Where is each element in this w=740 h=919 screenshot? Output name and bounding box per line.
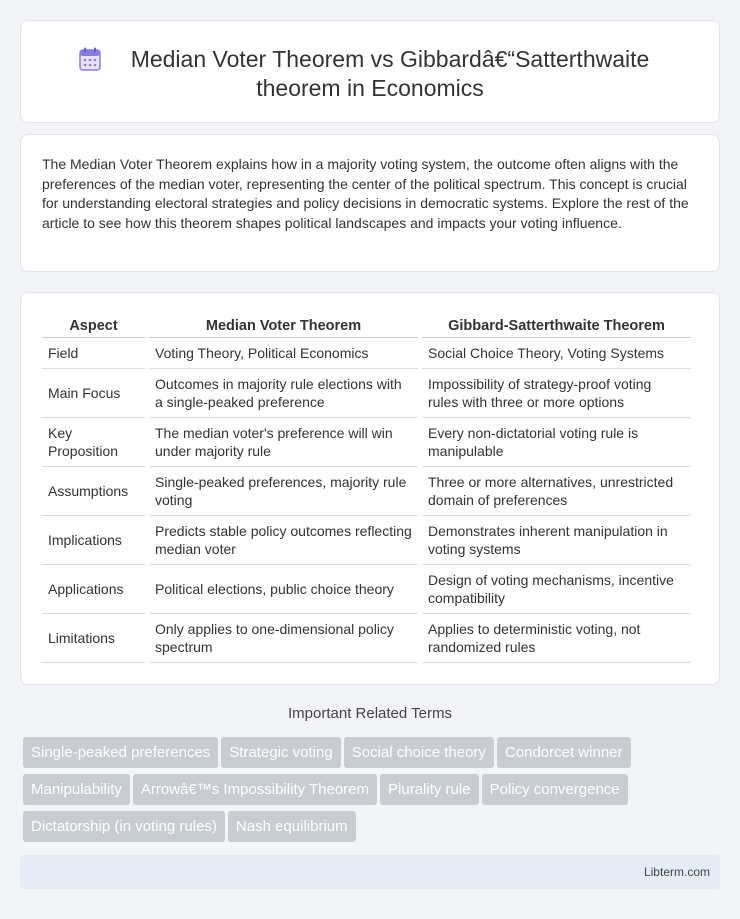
table-row [42,565,691,614]
intro-text: The Median Voter Theorem explains how in a majority voting system, the outcome often aligns with the preferences of the median voter, representing the center of the political spectrum. This concept is crucial for understanding electoral strategies and policy decisions in democratic systems. Explore the rest of the article to see how this theorem shapes political landscapes and impacts your voting influence. [42,156,689,231]
intro-card [20,134,720,272]
title-card [20,20,720,123]
comparison-table-card [20,292,720,685]
page-title-line1: Median Voter Theorem vs Gibbardâ€“Satterthwaite [130,46,650,72]
header-aspect: Aspect [42,316,145,338]
related-term-tag[interactable]: Social choice theory [344,737,494,768]
row-gibbard: Applies to deterministic voting, not randomized rules [422,614,691,663]
related-term-tag[interactable]: Nash equilibrium [228,811,356,842]
footer [20,855,720,889]
row-median-voter: Political elections, public choice theory [149,565,418,614]
related-term-tag[interactable]: Single-peaked preferences [23,737,218,768]
related-terms-title: Important Related Terms [288,705,452,722]
row-median-voter: Outcomes in majority rule elections with a single-peaked preference [149,369,418,418]
related-term-tag[interactable]: Plurality rule [380,774,479,805]
row-gibbard: Three or more alternatives, unrestricted domain of preferences [422,467,691,516]
page-title [21,45,719,103]
header-gibbard-satterthwaite: Gibbard-Satterthwaite Theorem [422,316,691,338]
table-row [42,614,691,663]
footer-site-link[interactable]: Libterm.com [643,865,710,879]
table-header-row [42,316,691,338]
row-aspect: Implications [42,516,145,565]
row-median-voter: Single-peaked preferences, majority rule voting [149,467,418,516]
related-term-tag[interactable]: Arrowâ€™s Impossibility Theorem [133,774,377,805]
row-gibbard: Impossibility of strategy-proof voting rules with three or more options [422,369,691,418]
row-aspect: Main Focus [42,369,145,418]
row-aspect: Assumptions [42,467,145,516]
row-gibbard: Design of voting mechanisms, incentive compatibility [422,565,691,614]
related-term-tag[interactable]: Manipulability [23,774,130,805]
row-median-voter: The median voter's preference will win under majority rule [149,418,418,467]
table-row [42,516,691,565]
row-median-voter: Predicts stable policy outcomes reflecting median voter [149,516,418,565]
row-gibbard: Every non-dictatorial voting rule is manipulable [422,418,691,467]
related-term-tag[interactable]: Condorcet winner [497,737,631,768]
row-median-voter: Only applies to one-dimensional policy spectrum [149,614,418,663]
related-term-tag[interactable]: Strategic voting [221,737,340,768]
comparison-table [38,316,695,663]
related-term-tag[interactable]: Dictatorship (in voting rules) [23,811,225,842]
related-terms-list [23,737,703,848]
related-term-tag[interactable]: Policy convergence [482,774,628,805]
table-row [42,369,691,418]
row-median-voter: Voting Theory, Political Economics [149,338,418,369]
table-row [42,467,691,516]
row-aspect: Field [42,338,145,369]
row-aspect: Limitations [42,614,145,663]
table-row [42,418,691,467]
table-row [42,338,691,369]
row-aspect: Applications [42,565,145,614]
header-median-voter: Median Voter Theorem [149,316,418,338]
page-title-line2: theorem in Economics [256,75,484,101]
row-aspect: Key Proposition [42,418,145,467]
row-gibbard: Demonstrates inherent manipulation in voting systems [422,516,691,565]
row-gibbard: Social Choice Theory, Voting Systems [422,338,691,369]
